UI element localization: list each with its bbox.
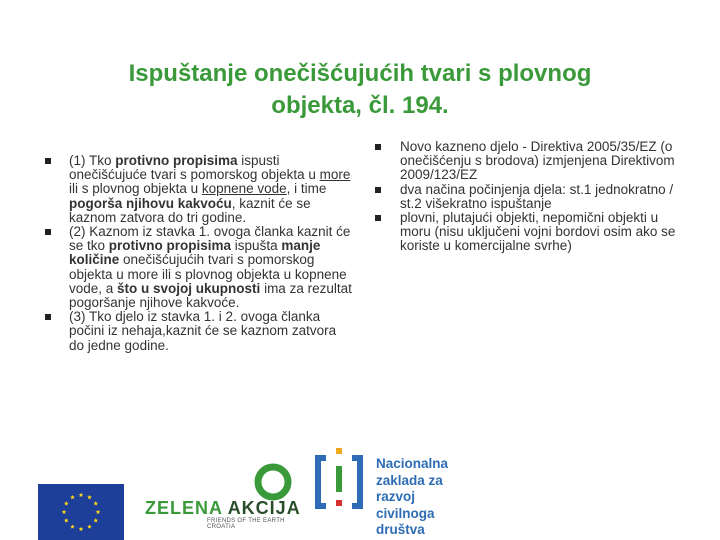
text-run: kopnene vode	[201, 181, 287, 197]
slide-title	[60, 58, 660, 122]
zelena-akcija-ring-icon	[145, 462, 305, 502]
text-run: ili s plovnog objekta u	[69, 181, 202, 197]
zaklada-line-1: Nacionalna	[376, 456, 449, 471]
bullet-icon	[375, 144, 381, 150]
zaklada-line-4: civilnoga	[376, 505, 435, 521]
text-run: manje količine	[69, 238, 321, 268]
left-item-1	[42, 154, 352, 225]
text-run: , i time	[286, 181, 327, 197]
eu-star-icon	[70, 495, 75, 499]
bullet-icon	[45, 229, 51, 235]
zelena-word: ZELENA	[145, 498, 223, 518]
right-column	[370, 140, 680, 254]
right-item-2-text: dva načina počinjenja djela: st.1 jednokratno / st.2 višekratno ispuštanje	[400, 181, 674, 211]
eu-star-icon	[93, 501, 98, 505]
right-item-3	[370, 211, 680, 254]
zaklada-line-5: društva	[376, 522, 425, 537]
left-item-3-text	[69, 309, 336, 352]
left-item-1-text	[69, 153, 350, 225]
text-run: ispusti onečišćujuće tvari s pomorskog objekta u	[69, 153, 320, 183]
zelena-akcija-logo	[145, 462, 305, 540]
eu-star-icon	[87, 495, 92, 499]
left-item-3	[42, 310, 352, 353]
text-run: protivno propisima	[115, 153, 238, 168]
title-line-2: objekta, čl. 194.	[271, 92, 449, 119]
text-run: što u svojoj ukupnosti	[117, 280, 261, 296]
nacionalna-zaklada-logo	[312, 444, 492, 540]
eu-star-icon	[79, 527, 84, 531]
text-run: , kaznit će se kaznom zatvora do tri godine.	[69, 195, 311, 225]
eu-star-icon	[64, 518, 69, 522]
bullet-icon	[375, 187, 381, 193]
text-run: (1) Tko	[69, 153, 116, 168]
akcija-word: AKCIJA	[227, 498, 301, 518]
zaklada-bracket-icon	[312, 444, 376, 540]
title-line-1: Ispuštanje onečišćujućih tvari s plovnog	[128, 60, 592, 87]
zaklada-name	[376, 456, 448, 539]
text-run: (3) Tko djelo iz stavka 1. i 2. ovoga članka počini iz nehaja,kaznit će se kaznom zatvora do jedne godine.	[69, 309, 337, 353]
text-run: onečišćujućih tvari s pomorskog objekta u more ili s plovnog objekta u kopnene vode, a	[69, 252, 347, 296]
eu-star-icon	[93, 518, 98, 522]
left-item-2	[42, 225, 352, 310]
right-item-1	[370, 140, 680, 183]
eu-star-icon	[79, 493, 84, 497]
zelena-akcija-subtitle: FRIENDS OF THE EARTH CROATIA	[207, 518, 285, 530]
text-run: ima za rezultat pogoršanje njihove kakvoće.	[69, 280, 352, 311]
eu-flag-icon	[38, 484, 124, 540]
text-run: ispušta	[231, 238, 282, 254]
right-item-3-text: plovni, plutajući objekti, nepomični objekti u moru (nisu uključeni vojni bordovi osim ako se koriste u komercijalne svrhe)	[400, 210, 676, 254]
zaklada-line-3: razvoj	[376, 489, 416, 504]
eu-star-icon	[64, 501, 69, 505]
text-run: pogorša njihovu kakvoću	[69, 195, 232, 211]
zaklada-line-2: zaklada za	[376, 472, 443, 488]
bullet-icon	[45, 314, 51, 320]
left-column	[42, 154, 352, 353]
right-item-1-text: Novo kazneno djelo - Direktiva 2005/35/EZ (o onečišćenju s brodova) izmjenjena Direktivom 2009/123/EZ	[400, 139, 675, 183]
right-item-2	[370, 183, 680, 211]
eu-star-icon	[70, 524, 75, 528]
bullet-icon	[375, 215, 381, 221]
text-run: (2) Kaznom iz stavka 1. ovoga članka kaznit će se tko	[69, 224, 351, 254]
text-run: protivno propisima	[108, 238, 232, 254]
eu-star-icon	[62, 510, 67, 514]
eu-star-icon	[96, 510, 101, 514]
eu-star-icon	[87, 524, 92, 528]
left-item-2-text	[69, 224, 352, 310]
zelena-akcija-name	[145, 498, 301, 519]
text-run: more	[319, 167, 351, 183]
bullet-icon	[45, 158, 51, 164]
